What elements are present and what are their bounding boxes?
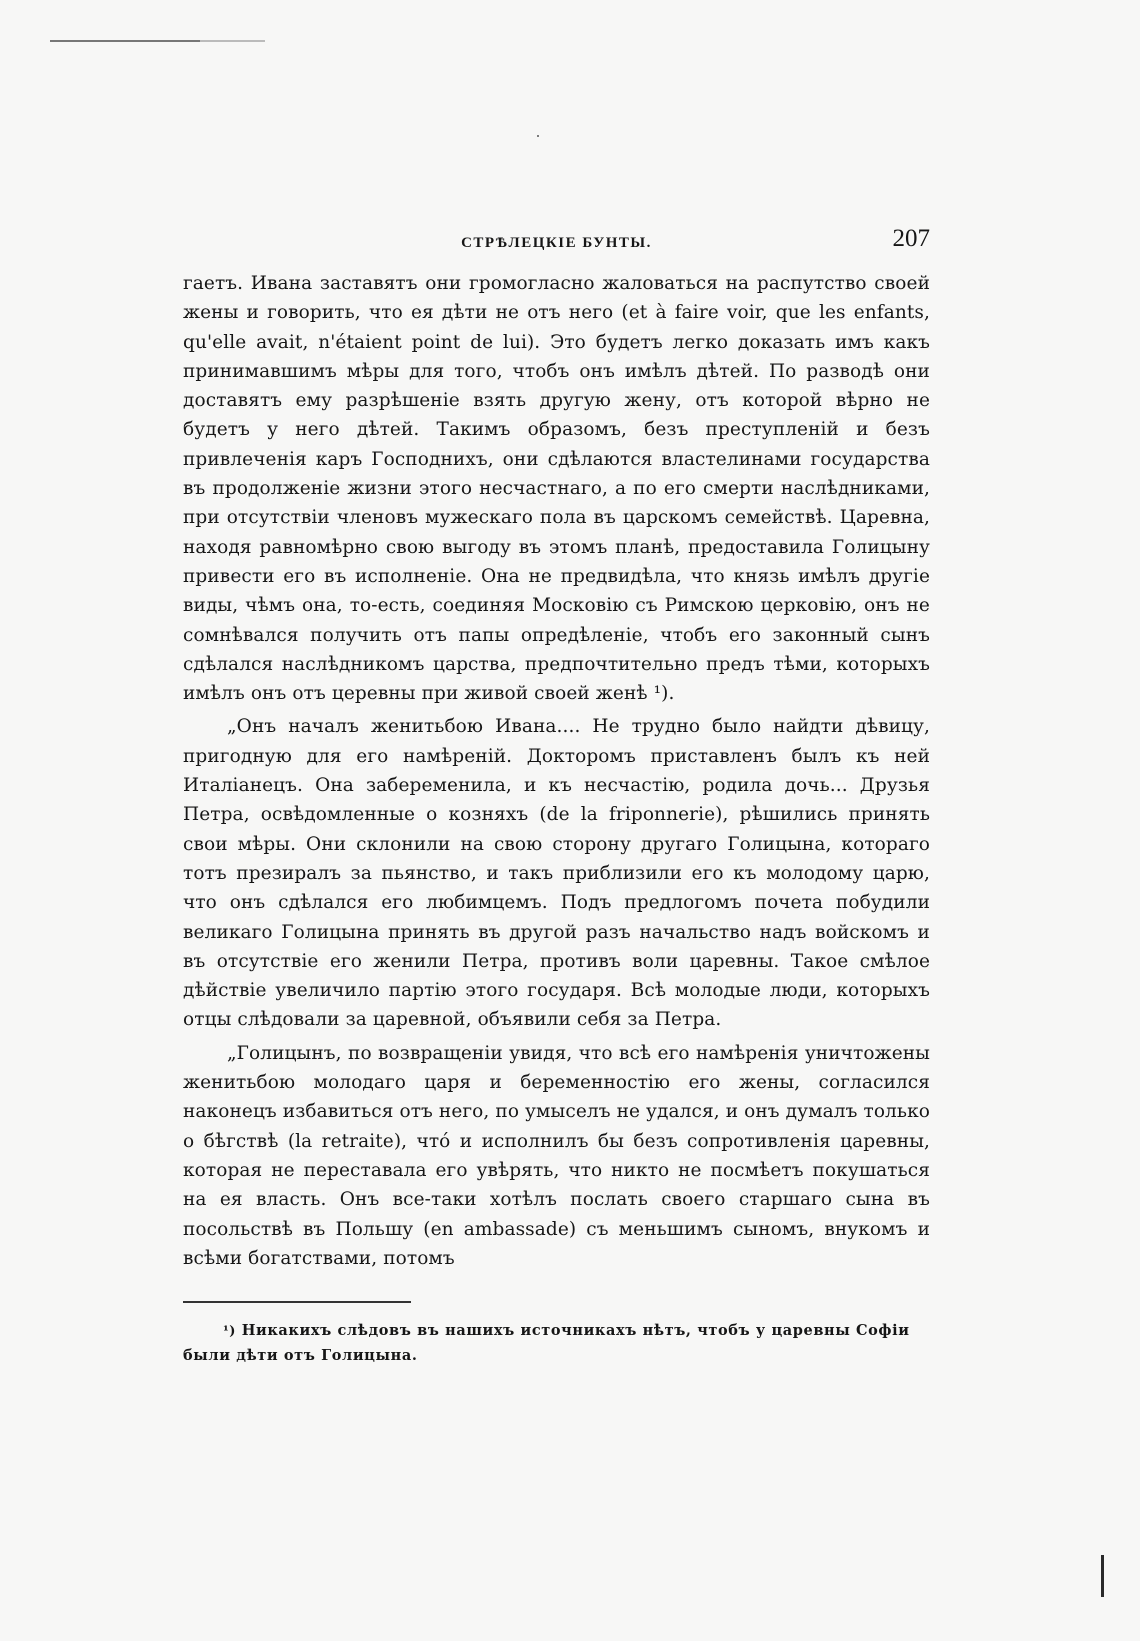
paragraph-quote-1: „Онъ началъ женитьбою Ивана.... Не трудно было найдти дѣвицу, пригодную для его намѣреній. Докторомъ приставленъ былъ къ ней Италіанецъ. Она забеременила, и къ несчастію, родила дочь... Друзья Петра, освѣдомленные о козняхъ (de la friponnerie), рѣшились принять свои мѣры. Они склонили на свою сторону другаго Голицына, котораго тотъ презиралъ за пьянство, и такъ приблизили его къ молодому царю, что онъ сдѣлался его любимцемъ. Подъ предлогомъ почета побудили великаго Голицына принять въ другой разъ начальство надъ войскомъ и въ отсутствіе его женили Петра, противъ воли царевны. Такое смѣлое дѣйствіе увеличило партію этого государя. Всѣ молодые люди, которыхъ отцы слѣдовали за царевной, объявили себя за Петра. bbox=[183, 716, 930, 1031]
scan-speck bbox=[537, 135, 539, 137]
footnote-text: Никакихъ слѣдовъ въ нашихъ источникахъ нѣтъ, чтобъ у царевны Софіи были дѣти отъ Голицына. bbox=[183, 1322, 910, 1365]
paragraph-continuation: гаетъ. Ивана заставятъ они громогласно жаловаться на распутство своей жены и говорить, что ея дѣти не отъ него (et à faire voir, que les enfants, qu'elle avait, n'étaient point de lui). Это будетъ легко доказать имъ какъ принимавшимъ мѣры для того, чтобъ онъ имѣлъ дѣтей. По разводѣ они доставятъ ему разрѣшеніе взять другую жену, отъ которой вѣрно не будетъ у него дѣтей. Такимъ образомъ, безъ преступленій и безъ привлеченія каръ Господнихъ, они сдѣлаются властелинами государства въ продолженіе жизни этого несчастнаго, а по его смерти наслѣдниками, при отсутствіи членовъ мужескаго пола въ царскомъ семействѣ. Царевна, находя равномѣрно свою выгоду въ этомъ планѣ, предоставила Голицыну привести его въ исполненіе. Она не предвидѣла, что князь имѣлъ другіе виды, чѣмъ она, то-есть, соединяя Московію съ Римскою церковію, онъ не сомнѣвался получить отъ папы опредѣленіе, чтобъ его законный сынъ сдѣлался наслѣдникомъ царства, предпочтительно предъ тѣми, которыхъ имѣлъ онъ отъ церевны при живой своей женѣ ¹). bbox=[183, 273, 930, 705]
page-header bbox=[183, 225, 930, 269]
page-number: 207 bbox=[892, 225, 930, 252]
body-text bbox=[183, 269, 930, 1273]
running-title: СТРѢЛЕЦКІЕ БУНТЫ. bbox=[461, 235, 652, 251]
footnote-divider bbox=[183, 1301, 411, 1303]
footnote bbox=[183, 1319, 930, 1368]
paragraph-quote-2: „Голицынъ, по возвращеніи увидя, что всѣ его намѣренія уничтожены женитьбою молодаго царя и беременностію его жены, согласился наконецъ избавиться отъ него, по умыселъ не удался, и онъ думалъ только о бѣгствѣ (la retraite), чтó и исполнилъ бы безъ сопротивленія царевны, которая не переставала его увѣрять, что никто не посмѣетъ покушаться на ея власть. Онъ все-таки хотѣлъ послать своего старшаго сына въ посольствѣ въ Польшу (en ambassade) съ меньшимъ сыномъ, внукомъ и всѣми богатствами, потомъ bbox=[183, 1042, 930, 1269]
scan-edge-mark bbox=[1101, 1555, 1104, 1597]
footnote-marker: ¹) bbox=[223, 1324, 237, 1340]
corner-scan-rule bbox=[50, 40, 265, 42]
book-page bbox=[183, 225, 930, 1368]
